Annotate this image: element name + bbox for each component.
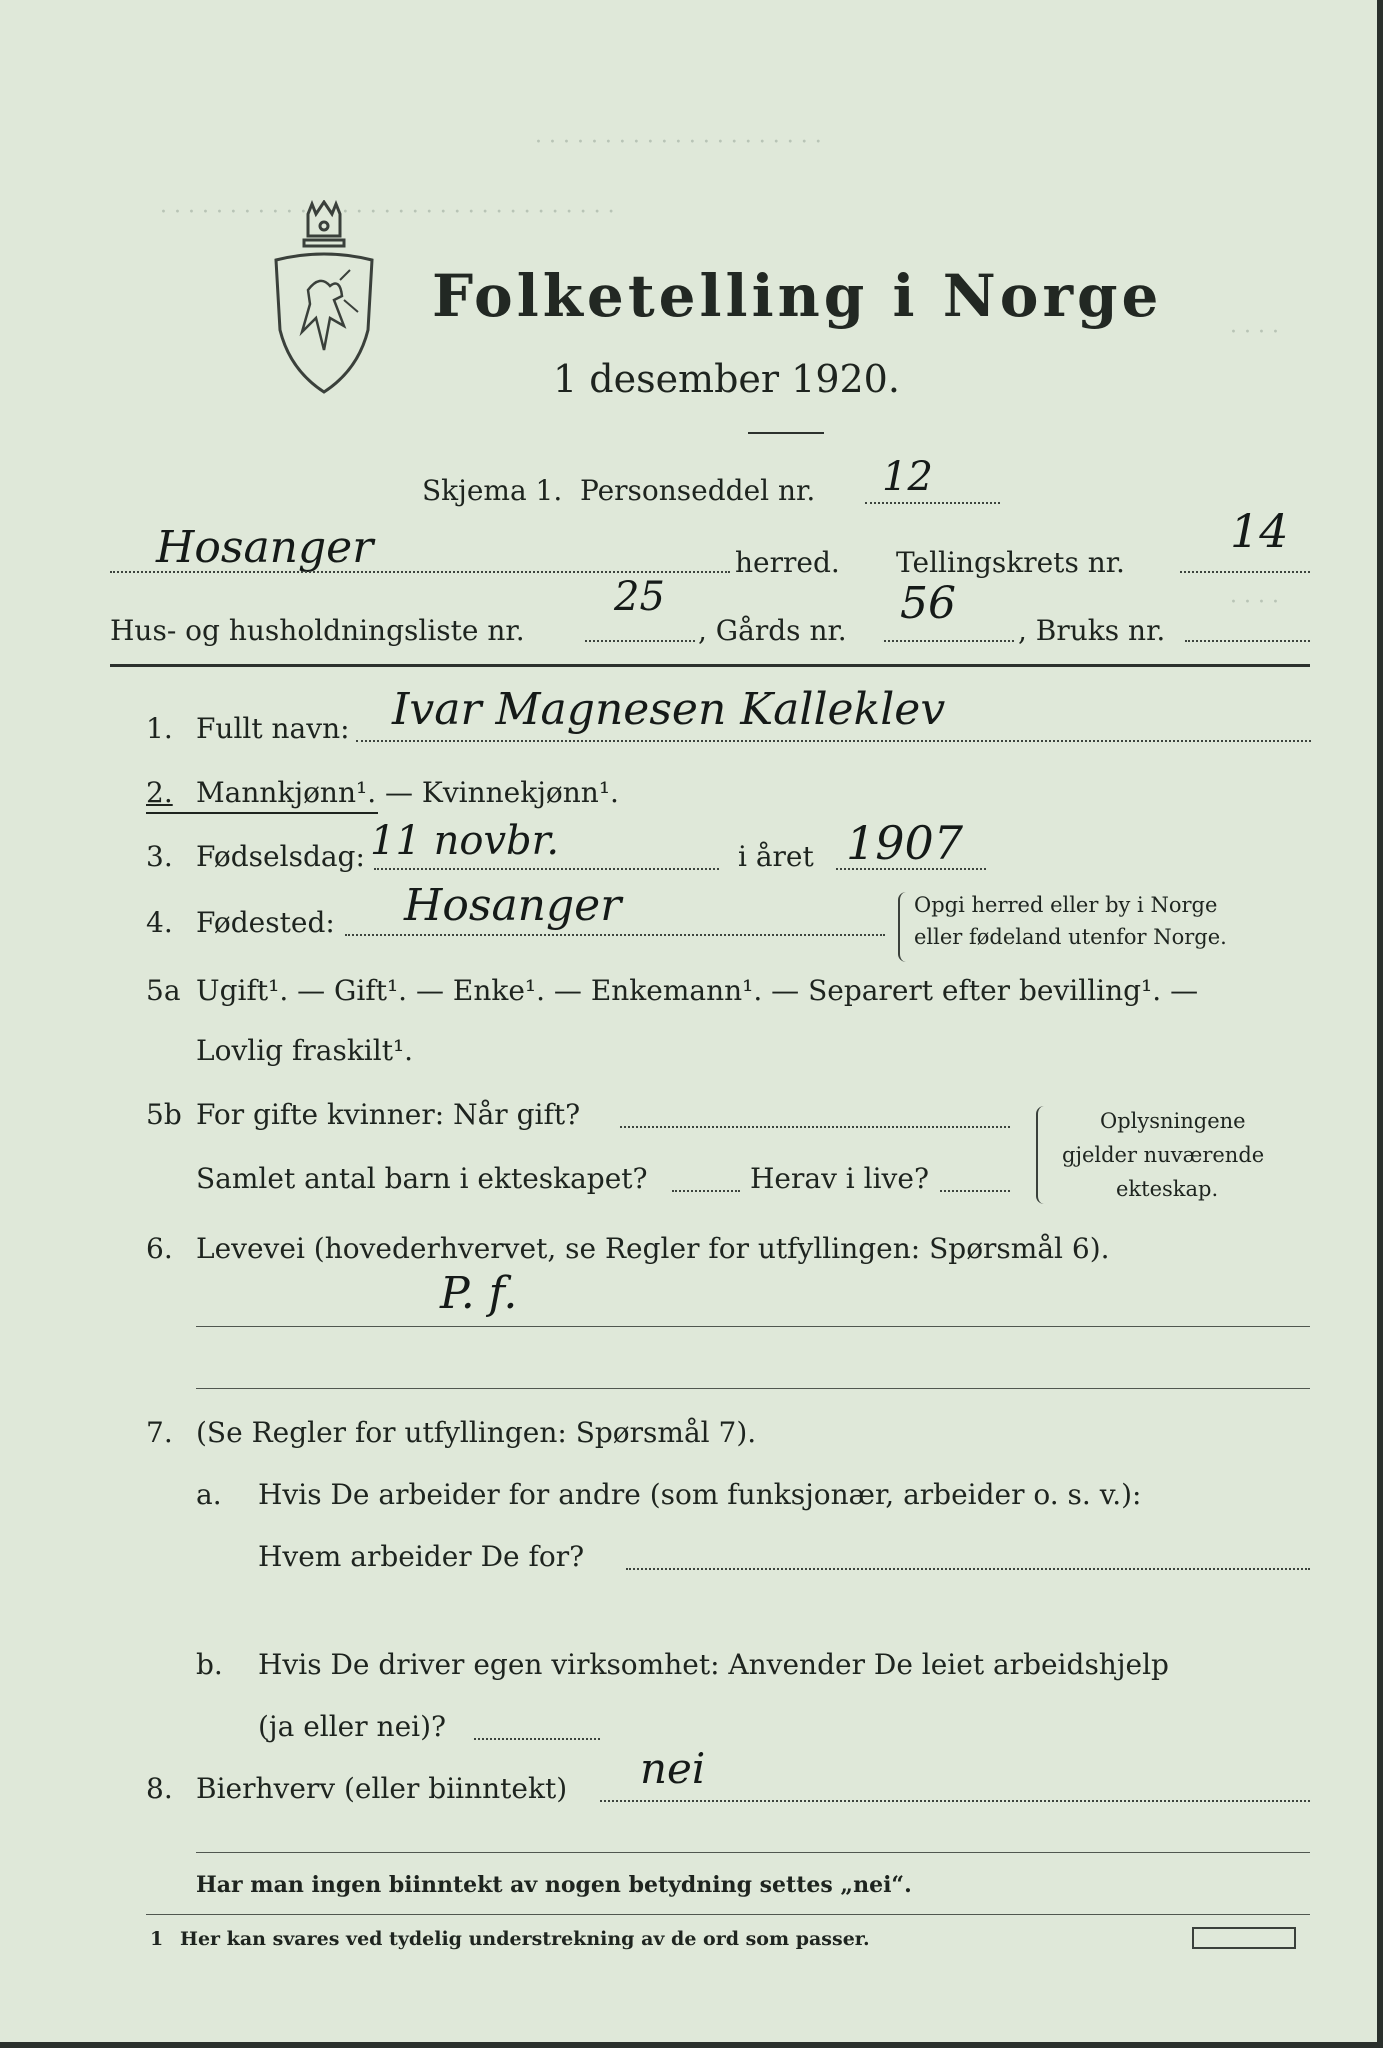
title-divider [748,432,824,434]
footnote-mark: 1 [150,1928,164,1950]
marriage-note-bracket [1036,1106,1046,1204]
marriage-note-line-2: gjelder nuværende [1062,1143,1265,1167]
occupation-line-1 [196,1326,1310,1327]
q4-label: Fødested: [196,906,335,939]
q1-number: 1. [146,712,173,745]
birthday-line [374,868,719,870]
norway-coat-of-arms-icon [268,200,380,400]
bleed-through-text: · · · · [1230,320,1279,345]
full-name-line [356,740,1311,742]
bleed-through-text: · · · · · · · · · · · · · · · · · · · · · [535,130,822,155]
birthplace-value: Hosanger [404,880,622,931]
sex-underline-mark [146,812,378,814]
marital-status-options-2: Lovlig fraskilt¹. [196,1034,414,1067]
q5a-number: 5a [146,974,181,1007]
footnote-separator [146,1914,1310,1915]
q7-label: (Se Regler for utfyllingen: Spørsmål 7). [196,1416,757,1449]
marital-status-options: Ugift¹. — Gift¹. — Enke¹. — Enkemann¹. — Separert efter bevilling¹. — [196,974,1199,1007]
birthplace-line [345,934,885,936]
marriage-note-line-1: Oplysningene [1100,1109,1246,1133]
children-count-line [672,1190,740,1192]
bruks-line [1185,640,1310,642]
side-income-line [600,1800,1310,1802]
header-separator [110,664,1310,667]
herred-label: herred. [735,546,840,579]
children-alive-label: Herav i live? [750,1162,929,1195]
q3-label: Fødselsdag: [196,840,365,873]
q7b-letter: b. [196,1648,223,1681]
gards-line [884,640,1014,642]
birthday-value: 11 novbr. [370,818,560,864]
birth-year-label: i året [738,840,814,873]
occupation-value: P. f. [440,1268,518,1319]
gards-value: 56 [900,578,956,629]
census-date: 1 desember 1920. [553,357,900,401]
gards-label: , Gårds nr. [698,614,847,647]
birth-year-value: 1907 [846,816,964,870]
tellingskrets-line [1180,571,1310,573]
q3-number: 3. [146,840,173,873]
household-list-value: 25 [614,574,665,620]
marriage-note-line-3: ekteskap. [1116,1177,1219,1201]
q4-number: 4. [146,906,173,939]
household-list-line [585,640,695,642]
married-when-label: For gifte kvinner: Når gift? [196,1098,581,1131]
scan-edge [0,2042,1383,2048]
birthplace-note-bracket [898,892,908,962]
employer-line [626,1568,1310,1570]
household-list-label: Hus- og husholdningsliste nr. [110,614,525,647]
personseddel-label: Personseddel nr. [580,474,816,507]
schema-label: Skjema 1. [422,474,563,507]
side-income-value: nei [640,1744,706,1793]
sex-options: Mannkjønn¹. — Kvinnekjønn¹. [196,776,619,809]
employer-label: Hvem arbeider De for? [258,1540,585,1573]
birthplace-note-line-2: eller fødeland utenfor Norge. [914,925,1227,949]
q8-number: 8. [146,1772,173,1805]
children-count-label: Samlet antal barn i ekteskapet? [196,1162,648,1195]
bleed-through-text: · · · · · · · · · · · · · · · · · · · · · · · · · · · · · · · · · [160,200,615,225]
bleed-through-text: · · · · [1230,590,1279,615]
q2-number: 2. [146,776,173,809]
children-alive-line [940,1190,1010,1192]
hired-help-line [474,1738,600,1740]
birthplace-note-line-1: Opgi herred eller by i Norge [914,893,1218,917]
scan-edge [1377,0,1383,2048]
printer-stamp [1192,1927,1296,1949]
q1-label: Fullt navn: [196,712,350,745]
hired-help-label: (ja eller nei)? [258,1710,447,1743]
birth-year-line [836,868,986,870]
side-income-line-2 [196,1852,1310,1853]
herred-line [110,571,730,573]
q5b-number: 5b [146,1098,182,1131]
footnote-text: Her kan svares ved tydelig understrekning av de ord som passer. [180,1928,870,1950]
side-income-note: Har man ingen biinntekt av nogen betydning settes „nei“. [196,1872,912,1898]
side-income-label: Bierhverv (eller biinntekt) [196,1772,568,1805]
q7-number: 7. [146,1416,173,1449]
married-when-line [620,1126,1010,1128]
personseddel-value: 12 [882,454,933,500]
full-name-value: Ivar Magnesen Kalleklev [392,684,946,735]
q7a-letter: a. [196,1478,222,1511]
q7a-text: Hvis De arbeider for andre (som funksjonær, arbeider o. s. v.): [258,1478,1142,1511]
personseddel-line [865,502,1000,504]
occupation-line-2 [196,1388,1310,1389]
q6-number: 6. [146,1232,173,1265]
herred-value: Hosanger [156,522,374,573]
occupation-label: Levevei (hovederhvervet, se Regler for utfyllingen: Spørsmål 6). [196,1232,1110,1265]
tellingskrets-value: 14 [1230,504,1289,558]
bruks-label: , Bruks nr. [1018,614,1166,647]
q7b-text: Hvis De driver egen virksomhet: Anvender De leiet arbeidshjelp [258,1648,1169,1681]
tellingskrets-label: Tellingskrets nr. [896,546,1125,579]
page-title: Folketelling i Norge [432,262,1163,330]
